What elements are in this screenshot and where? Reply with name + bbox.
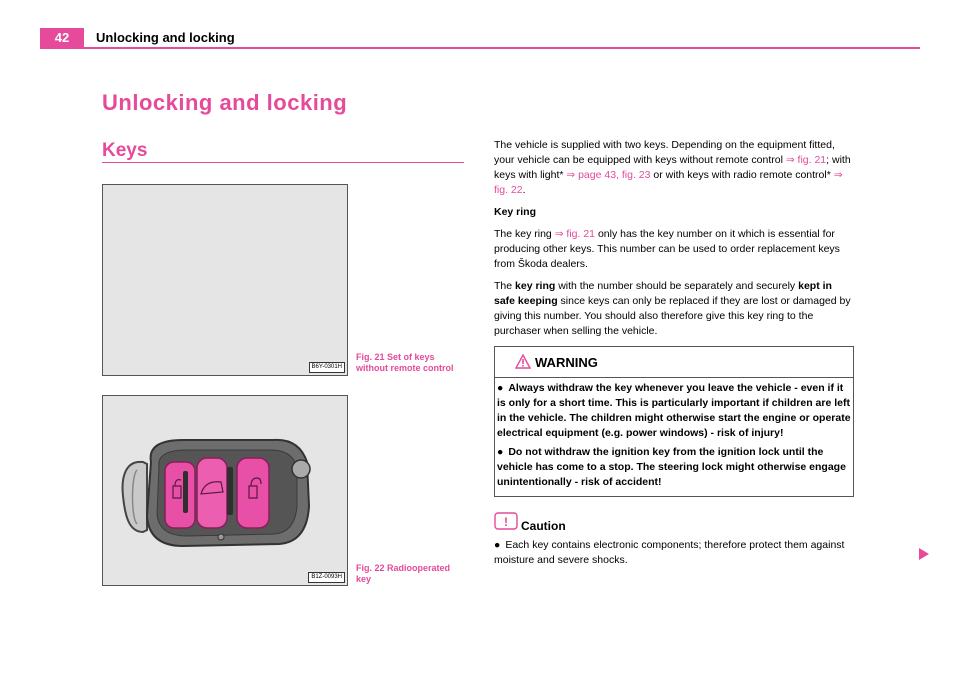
next-page-arrow-icon[interactable]: [918, 547, 930, 561]
figure-radio-key: [102, 395, 348, 586]
text: since keys can only be replaced if they are lost or damaged by giving this number. You should also therefore give this key ring to the purchaser when selling the vehicle.: [494, 295, 851, 337]
emphasis: kept in safe keeping: [494, 280, 832, 307]
text: Do not withdraw the ignition key from the ignition lock until the vehicle has come to a stop. The steering lock might otherwise engage unintentionally - risk of accident!: [497, 446, 846, 488]
text: ; with keys with light*: [494, 154, 851, 181]
figure-caption: Fig. 22 Radiooperated key: [356, 563, 451, 584]
bullet: ●: [494, 539, 501, 551]
text: Always withdraw the key whenever you leave the vehicle - even if it is only for a short time. This is particularly important if children are left in the vehicle. The children might otherwise start the engine or operate electrical equipment (e.g. power windows) - risk of injury!: [497, 382, 851, 439]
caution-text: [494, 538, 854, 568]
caution-icon-mark: !: [504, 515, 508, 529]
figure-reference-link[interactable]: ⇒ fig. 22: [494, 169, 843, 196]
key-ring-paragraph: [494, 227, 854, 272]
text: .: [522, 184, 526, 196]
warning-item: [497, 445, 851, 490]
warning-header: [495, 347, 853, 378]
bullet: ●: [497, 446, 504, 458]
text: Each key contains electronic components; therefore protect them against moisture and severe shocks.: [494, 539, 845, 566]
caution-heading: [494, 512, 566, 537]
radio-key-image: [103, 396, 347, 585]
emphasis: key ring: [515, 280, 556, 292]
bullet: ●: [497, 382, 504, 394]
figure-code: B1Z-0093H: [308, 572, 345, 583]
figure-code: B6Y-0301H: [309, 362, 345, 373]
text: with the number should be separately and securely: [555, 280, 799, 292]
section-heading: Keys: [102, 140, 148, 161]
text: only has the key number on it which is essential for producing other keys. This number can be used to order replacement keys from Škoda dealers.: [494, 228, 840, 270]
warning-item: [497, 381, 851, 441]
text: The key ring: [494, 228, 555, 240]
body-text: [494, 138, 854, 346]
caution-icon: [494, 512, 518, 532]
page-number: 42: [40, 28, 84, 48]
intro-paragraph: [494, 138, 854, 198]
text: The: [494, 280, 516, 292]
text: or with keys with radio remote control*: [650, 169, 834, 181]
running-title: Unlocking and locking: [96, 30, 235, 45]
header-rule: [40, 47, 920, 49]
figure-reference-link[interactable]: ⇒ fig. 21: [785, 154, 827, 166]
page-title: Unlocking and locking: [102, 90, 348, 115]
caution-title: Caution: [521, 519, 566, 533]
key-ring-heading: Key ring: [494, 206, 537, 218]
figure-reference-link[interactable]: ⇒ fig. 21: [554, 228, 596, 240]
warning-triangle-icon: [515, 354, 531, 369]
text: The vehicle is supplied with two keys. Depending on the equipment fitted, your vehicle can be equipped with keys without remote control: [494, 139, 835, 166]
figure-caption: Fig. 21 Set of keys without remote control: [356, 352, 454, 373]
warning-box: [494, 346, 854, 497]
key-ring-safekeeping-paragraph: [494, 279, 854, 339]
page-reference-link[interactable]: ⇒ page 43, fig. 23: [566, 169, 651, 181]
section-rule: [102, 162, 464, 163]
warning-text: [497, 381, 851, 494]
figure-keys-without-remote: [102, 184, 348, 376]
warning-title: WARNING: [535, 355, 598, 370]
